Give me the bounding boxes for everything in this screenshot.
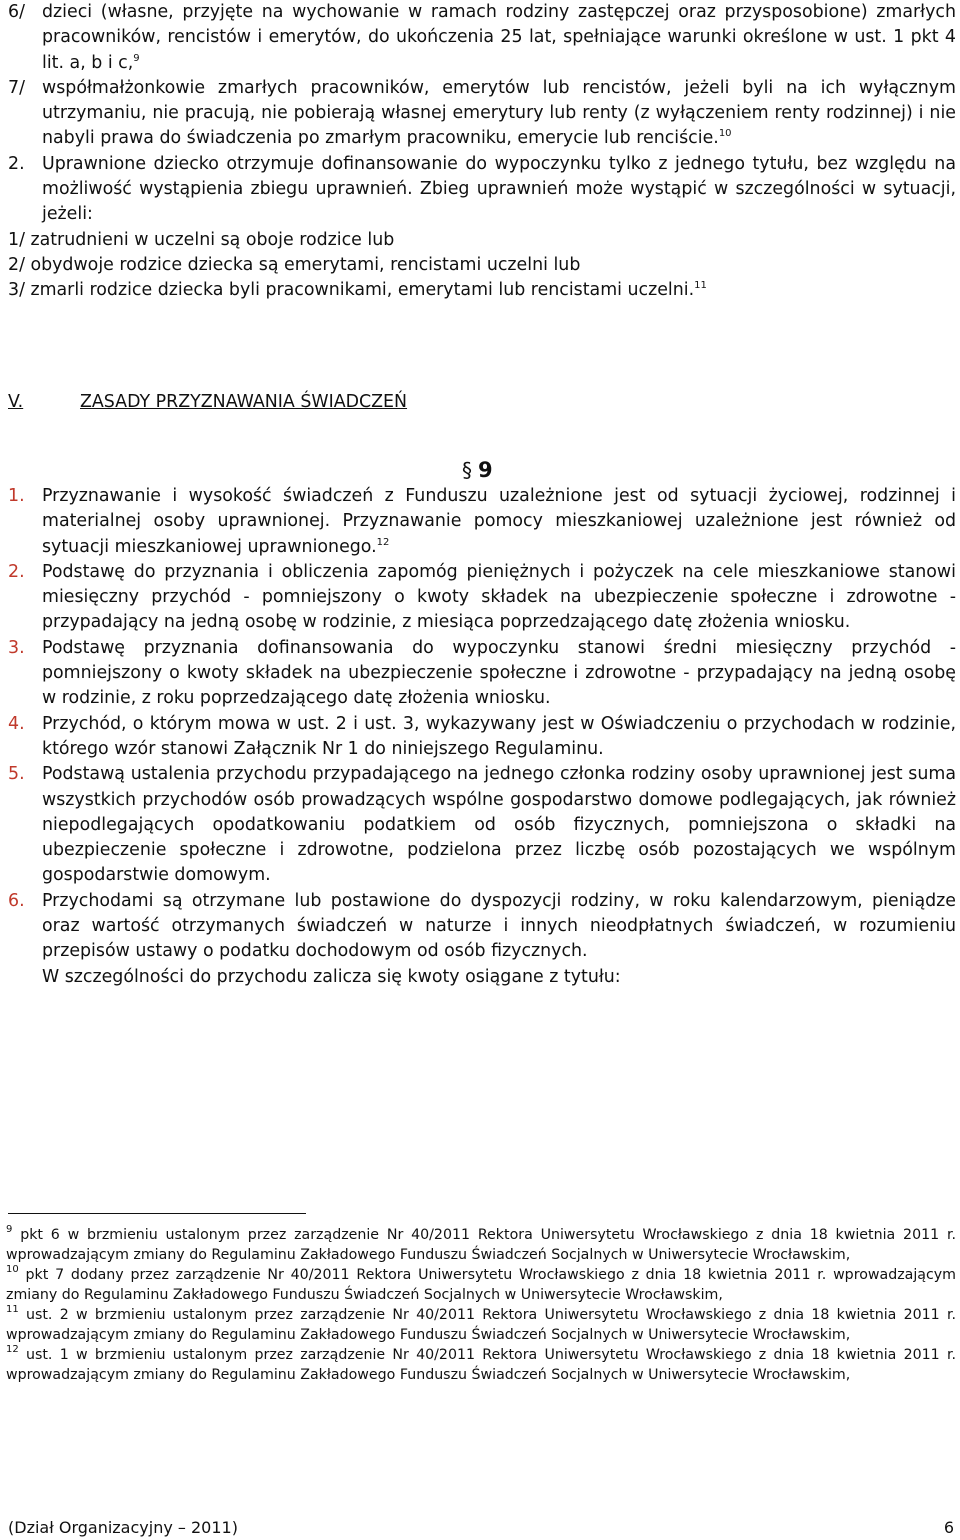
section-mark: § <box>462 458 472 482</box>
footnote-number: 9 <box>6 1224 13 1235</box>
footnote-number: 12 <box>6 1344 19 1355</box>
footnote-number: 10 <box>6 1264 19 1275</box>
page-number: 6 <box>943 1518 954 1537</box>
point-2 <box>8 152 956 228</box>
paragraph <box>8 712 956 763</box>
paragraph <box>8 560 956 636</box>
paragraph-number: 5. <box>8 764 25 785</box>
paragraph-text: Przychód, o którym mowa w ust. 2 i ust. 3, wykazywany jest w Oświadczeniu o przychodach w rodzinie, którego wzór stanowi Załącznik Nr 1 do niniejszego Regulaminu. <box>42 713 956 759</box>
paragraph-number: 1. <box>8 486 25 506</box>
footnote-ref[interactable]: 10 <box>718 128 732 140</box>
paragraph-text: Przyznawanie i wysokość świadczeń z Funduszu uzależnione jest od sytuacji życiowej, rodzinnej i materialnej osoby uprawnionej. Przyznawanie pomocy mieszkaniowej uzależnione jest również od sytuacji mieszkaniowej uprawnionego.$^{12}$ <box>42 486 956 557</box>
paragraph-text: Podstawę do przyznania i obliczenia zapomóg pieniężnych i pożyczek na cele mieszkaniowe stanowi miesięczny przychód - pomniejszony o kwoty składek na ubezpieczenie społeczne i zdrowotne - przypadający na jedną osobę w rodzinie, z miesiąca poprzedzającego datę złożenia wniosku. <box>42 561 956 633</box>
paragraph-number: 6. <box>8 890 25 911</box>
item-text: współmałżonkowie zmarłych pracowników, emerytów lub rencistów, jeżeli byli na ich wyłącznym utrzymaniu, nie pracują, nie pobierają własnej emerytury lub renty (z wyłączeniem renty rodzinnej) i nie nabyli prawa do świadczenia po zmarłym pracowniku, emerycie lub renciście.$^{10}$ <box>42 77 956 149</box>
section-body <box>8 484 956 990</box>
chapter-title: ZASADY PRZYZNAWANIA ŚWIADCZEŃ <box>80 392 408 412</box>
subitem: 2/ obydwoje rodzice dziecka są emerytami, rencistami uczelni lub <box>8 254 581 275</box>
item-number: 7/ <box>8 77 25 98</box>
item-number: 6/ <box>8 2 25 22</box>
paragraph <box>8 762 956 888</box>
footnote: $^{11}$ ust. 2 w brzmieniu ustalonym przez zarządzenie Nr 40/2011 Rektora Uniwersytetu Wrocławskiego z dnia 18 kwietnia 2011 r. wprowadzającym zmiany do Regulaminu Zakładowego Funduszu Świadczeń Socjalnych w Uniwersytecie Wrocławskim, <box>6 1304 956 1343</box>
section-number: 9 <box>478 458 493 482</box>
footnote: $^9$ pkt 6 w brzmieniu ustalonym przez zarządzenie Nr 40/2011 Rektora Uniwersytetu Wrocławskiego z dnia 18 kwietnia 2011 r. wprowadzającym zmiany do Regulaminu Zakładowego Funduszu Świadczeń Socjalnych w Uniwersytecie Wrocławskim, <box>6 1224 956 1263</box>
footnote-number: 11 <box>6 1304 19 1315</box>
paragraph <box>8 636 956 712</box>
paragraph-text: Podstawę przyznania dofinansowania do wypoczynku stanowi średni miesięczny przychód - pomniejszony o kwoty składek na ubezpieczenie społeczne i zdrowotne - przypadający na jedną osobę w rodzinie, z roku poprzedzającego datę złożenia wniosku. <box>42 637 956 709</box>
paragraph-number: 4. <box>8 713 25 734</box>
upper-text <box>8 0 956 304</box>
subitem: 1/ zatrudnieni w uczelni są oboje rodzice lub <box>8 229 395 250</box>
point-number: 2. <box>8 153 25 174</box>
page-footer <box>8 1518 954 1537</box>
item-text: dzieci (własne, przyjęte na wychowanie w ramach rodziny zastępczej oraz przysposobione) zmarłych pracowników, rencistów i emerytów, do ukończenia 25 lat, spełniające warunki określone w ust. 1 pkt 4 lit. a, b i c,$^9$ <box>42 2 956 73</box>
point-text <box>42 152 956 228</box>
footnote: $^{10}$ pkt 7 dodany przez zarządzenie Nr 40/2011 Rektora Uniwersytetu Wrocławskiego z dnia 18 kwietnia 2011 r. wprowadzającym zmiany do Regulaminu Zakładowego Funduszu Świadczeń Socjalnych w Uniwersytecie Wrocławskim, <box>6 1264 956 1303</box>
footnote-separator <box>8 1213 306 1214</box>
footnotes <box>6 1225 956 1385</box>
chapter-number: V. <box>8 392 24 412</box>
point-body: Uprawnione dziecko otrzymuje dofinansowanie do wypoczynku tylko z jednego tytułu, bez względu na możliwość wystąpienia zbiegu uprawnień. Zbieg uprawnień może wystąpić w szczególności w sytuacji, jeżeli: <box>42 153 956 225</box>
footnote: $^{12}$ ust. 1 w brzmieniu ustalonym przez zarządzenie Nr 40/2011 Rektora Uniwersytetu Wrocławskiego z dnia 18 kwietnia 2011 r. wprowadzającym zmiany do Regulaminu Zakładowego Funduszu Świadczeń Socjalnych w Uniwersytecie Wrocławskim, <box>6 1344 956 1383</box>
subitem: 3/ zmarli rodzice dziecka byli pracownikami, emerytami lub rencistami uczelni.$^{11}$ <box>8 280 707 301</box>
paragraph <box>8 889 956 990</box>
list-item <box>8 76 956 152</box>
footnote-ref[interactable]: 11 <box>694 280 707 292</box>
paragraph-text: Podstawą ustalenia przychodu przypadającego na jednego członka rodziny osoby uprawnionej jest suma wszystkich przychodów osób prowadzących wspólne gospodarstwo domowe podlegających, jak również niepodlegających opodatkowaniu podatkiem od osób fizycznych, pomniejszona o składki na ubezpieczenie społeczne i zdrowotne, podzielona przez liczbę osób pozostających we wspólnym gospodarstwie domowym. <box>42 764 956 886</box>
list-item <box>8 0 956 76</box>
paragraph-number: 2. <box>8 561 25 582</box>
closing-line: W szczególności do przychodu zalicza się kwoty osiągane z tytułu: <box>42 966 621 987</box>
paragraph-text: Przychodami są otrzymane lub postawione do dyspozycji rodziny, w roku kalendarzowym, pieniądze oraz wartość otrzymanych świadczeń w naturze i innych nieodpłatnych świadczeń, w rozumieniu przepisów ustawy o podatku dochodowym od osób fizycznych. W szczególności do przychodu zalicza się kwoty osiągane z tytułu: <box>42 889 956 990</box>
footnote-ref[interactable]: 12 <box>376 536 390 548</box>
paragraph <box>8 484 956 560</box>
paragraph-number: 3. <box>8 637 25 658</box>
footnote-ref[interactable]: 9 <box>133 52 140 64</box>
section-heading <box>462 458 493 482</box>
footer-department: (Dział Organizacyjny – 2011) <box>8 1518 238 1537</box>
chapter-heading <box>8 392 408 412</box>
